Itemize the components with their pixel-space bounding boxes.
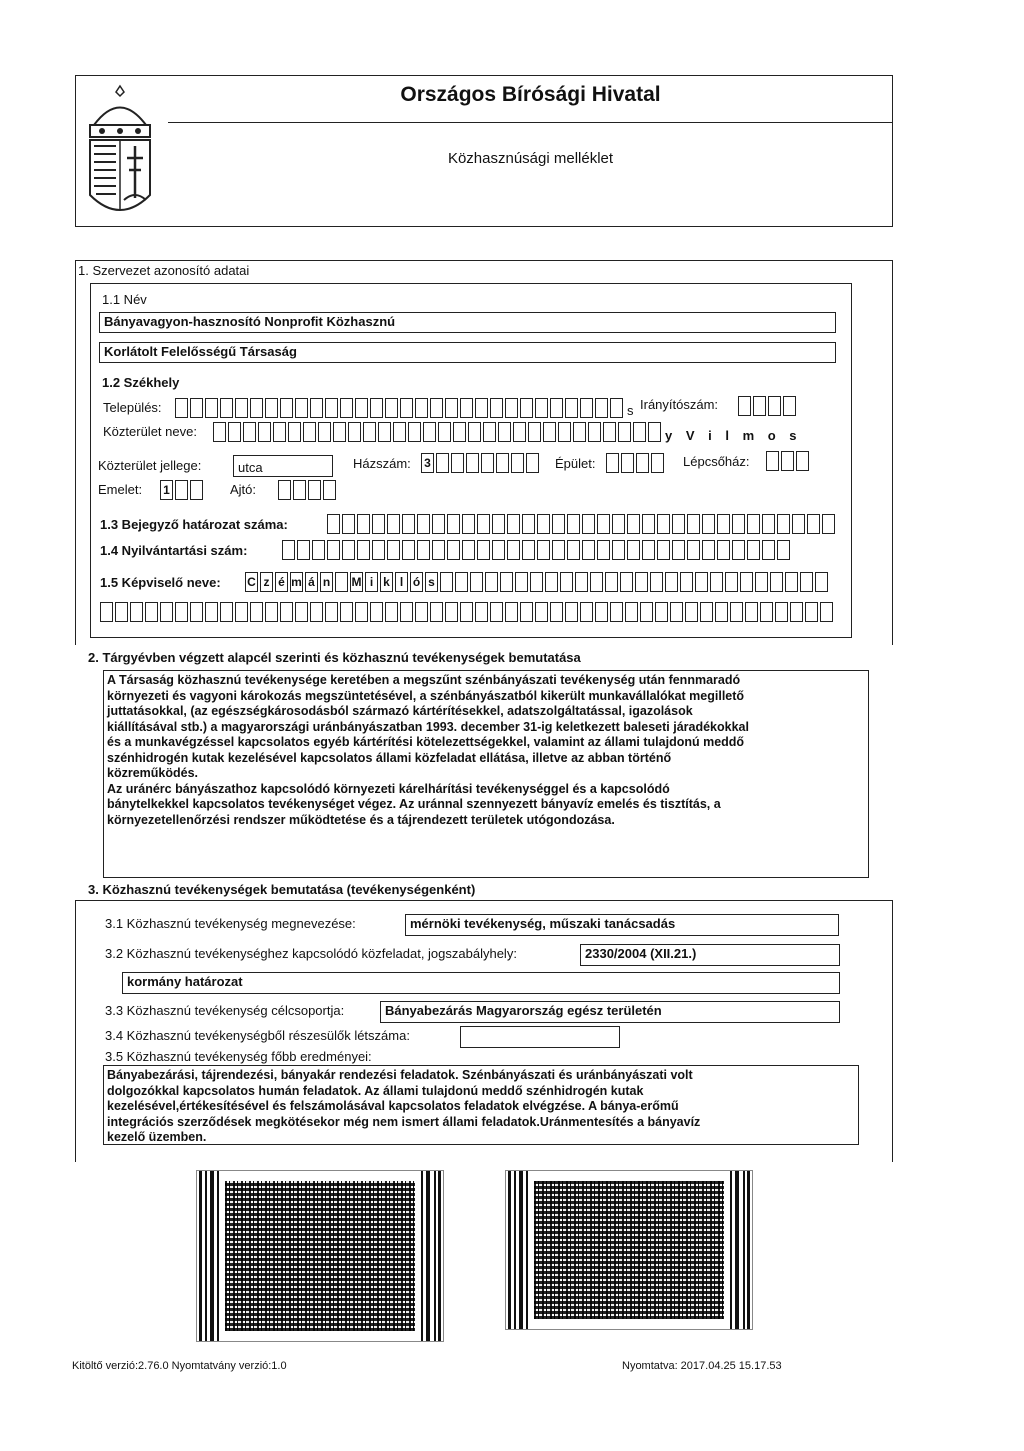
postcode-label: Irányítószám: xyxy=(640,397,719,412)
header-divider xyxy=(168,122,893,123)
char-cell[interactable] xyxy=(335,572,348,592)
name-field-line2[interactable]: Korlátolt Felelősségű Társaság xyxy=(99,342,836,363)
representative-cells[interactable] xyxy=(245,572,830,592)
char-cell[interactable] xyxy=(408,422,421,442)
floor-label: Emelet: xyxy=(98,482,143,497)
char-cell[interactable] xyxy=(460,398,473,418)
target-group-label: 3.3 Közhasznú tevékenység célcsoportja: xyxy=(105,1003,345,1018)
staircase-cells[interactable] xyxy=(766,451,811,471)
char-cell[interactable] xyxy=(738,396,751,416)
char-cell[interactable] xyxy=(417,540,430,560)
char-cell[interactable] xyxy=(550,398,563,418)
char-cell[interactable] xyxy=(357,514,370,534)
char-cell[interactable]: 1 xyxy=(160,480,173,500)
char-cell[interactable]: 3 xyxy=(421,453,434,473)
char-cell[interactable] xyxy=(462,540,475,560)
char-cell[interactable] xyxy=(415,602,428,622)
char-cell[interactable] xyxy=(325,398,338,418)
char-cell[interactable] xyxy=(468,422,481,442)
char-cell[interactable] xyxy=(213,422,226,442)
section2-title: 2. Tárgyévben végzett alapcél szerinti és közhasznú tevékenységek bemutatása xyxy=(88,650,581,665)
char-cell[interactable] xyxy=(550,602,563,622)
char-cell[interactable] xyxy=(580,602,593,622)
char-cell[interactable] xyxy=(496,453,509,473)
char-cell[interactable] xyxy=(258,422,271,442)
char-cell[interactable] xyxy=(732,514,745,534)
char-cell[interactable] xyxy=(485,572,498,592)
barcode-right-icon xyxy=(505,1170,753,1330)
house-number-cells[interactable] xyxy=(421,453,541,473)
char-cell[interactable] xyxy=(665,572,678,592)
char-cell[interactable]: k xyxy=(380,572,393,592)
char-cell[interactable] xyxy=(462,514,475,534)
building-label: Épület: xyxy=(555,456,596,471)
char-cell[interactable] xyxy=(190,398,203,418)
house-number-label: Házszám: xyxy=(353,456,411,471)
char-cell[interactable] xyxy=(282,540,295,560)
char-cell[interactable] xyxy=(280,602,293,622)
char-cell[interactable] xyxy=(318,422,331,442)
char-cell[interactable] xyxy=(327,540,340,560)
char-cell[interactable] xyxy=(175,398,188,418)
char-cell[interactable] xyxy=(417,514,430,534)
char-cell[interactable] xyxy=(451,453,464,473)
char-cell[interactable] xyxy=(625,602,638,622)
street-name-cells[interactable] xyxy=(213,422,663,442)
char-cell[interactable] xyxy=(342,514,355,534)
char-cell[interactable] xyxy=(190,602,203,622)
beneficiaries-label: 3.4 Közhasznú tevékenységből részesülők létszáma: xyxy=(105,1028,410,1043)
char-cell[interactable] xyxy=(575,572,588,592)
building-cells[interactable] xyxy=(606,453,666,473)
char-cell[interactable] xyxy=(278,480,291,500)
char-cell[interactable] xyxy=(483,422,496,442)
results-description[interactable]: Bányabezárási, tájrendezési, bányakár rendezési feladatok. Szénbányászati és uránbányászati volt dolgozókkal kapcsolatos humán feladatok. Az állami tulajdonú meddő szénhidrogén kutak kezelésével,értékesítésével és felszámolásával kapcsolatos feladatok elvégzése. A bánya-erőmű integrációs szerződések megkötésekor még nem ismert állami feladatok.Uránmentesítés a bányavíz kezelő üzemben. xyxy=(103,1065,859,1145)
decision-number-label: 1.3 Bejegyző határozat száma: xyxy=(100,517,288,532)
char-cell[interactable]: z xyxy=(260,572,273,592)
staircase-label: Lépcsőház: xyxy=(683,454,750,469)
char-cell[interactable] xyxy=(528,422,541,442)
char-cell[interactable] xyxy=(753,396,766,416)
char-cell[interactable] xyxy=(597,514,610,534)
name-label: 1.1 Név xyxy=(102,292,147,307)
char-cell[interactable] xyxy=(303,422,316,442)
char-cell[interactable] xyxy=(590,572,603,592)
char-cell[interactable] xyxy=(777,540,790,560)
char-cell[interactable] xyxy=(235,602,248,622)
char-cell[interactable] xyxy=(327,514,340,534)
char-cell[interactable]: M xyxy=(350,572,363,592)
char-cell[interactable] xyxy=(783,396,796,416)
settlement-label: Település: xyxy=(103,400,162,415)
char-cell[interactable] xyxy=(175,602,188,622)
char-cell[interactable] xyxy=(672,540,685,560)
char-cell[interactable] xyxy=(340,398,353,418)
char-cell[interactable] xyxy=(633,422,646,442)
char-cell[interactable] xyxy=(640,602,653,622)
char-cell[interactable] xyxy=(453,422,466,442)
char-cell[interactable] xyxy=(378,422,391,442)
char-cell[interactable] xyxy=(740,572,753,592)
char-cell[interactable] xyxy=(762,540,775,560)
char-cell[interactable] xyxy=(552,540,565,560)
char-cell[interactable] xyxy=(618,422,631,442)
char-cell[interactable]: ó xyxy=(410,572,423,592)
char-cell[interactable] xyxy=(588,422,601,442)
char-cell[interactable] xyxy=(657,540,670,560)
char-cell[interactable] xyxy=(768,396,781,416)
char-cell[interactable] xyxy=(702,514,715,534)
char-cell[interactable] xyxy=(513,422,526,442)
char-cell[interactable] xyxy=(280,398,293,418)
char-cell[interactable]: C xyxy=(245,572,258,592)
char-cell[interactable] xyxy=(115,602,128,622)
char-cell[interactable] xyxy=(655,602,668,622)
char-cell[interactable] xyxy=(477,514,490,534)
char-cell[interactable] xyxy=(755,572,768,592)
char-cell[interactable] xyxy=(492,514,505,534)
char-cell[interactable] xyxy=(567,514,580,534)
char-cell[interactable] xyxy=(710,572,723,592)
form-version-text: Kitöltő verzió:2.76.0 Nyomtatvány verzió:1.0 xyxy=(72,1360,287,1372)
char-cell[interactable] xyxy=(387,540,400,560)
char-cell[interactable]: m xyxy=(290,572,303,592)
char-cell[interactable] xyxy=(385,602,398,622)
char-cell[interactable] xyxy=(805,602,818,622)
registry-number-cells[interactable] xyxy=(282,540,792,560)
char-cell[interactable] xyxy=(228,422,241,442)
char-cell[interactable] xyxy=(385,398,398,418)
char-cell[interactable] xyxy=(438,422,451,442)
char-cell[interactable] xyxy=(447,514,460,534)
char-cell[interactable] xyxy=(573,422,586,442)
char-cell[interactable] xyxy=(687,514,700,534)
char-cell[interactable] xyxy=(387,514,400,534)
char-cell[interactable] xyxy=(312,540,325,560)
char-cell[interactable] xyxy=(560,572,573,592)
activity-name-label: 3.1 Közhasznú tevékenység megnevezése: xyxy=(105,916,356,931)
char-cell[interactable] xyxy=(190,480,203,500)
char-cell[interactable] xyxy=(747,514,760,534)
char-cell[interactable] xyxy=(565,398,578,418)
char-cell[interactable] xyxy=(445,602,458,622)
char-cell[interactable] xyxy=(505,398,518,418)
char-cell[interactable] xyxy=(445,398,458,418)
barcode-left-icon xyxy=(196,1170,444,1342)
char-cell[interactable] xyxy=(635,572,648,592)
char-cell[interactable] xyxy=(651,453,664,473)
char-cell[interactable] xyxy=(670,602,683,622)
char-cell[interactable] xyxy=(605,572,618,592)
char-cell[interactable] xyxy=(477,540,490,560)
char-cell[interactable] xyxy=(288,422,301,442)
char-cell[interactable] xyxy=(595,602,608,622)
char-cell[interactable] xyxy=(432,540,445,560)
char-cell[interactable] xyxy=(293,480,306,500)
street-type-label: Közterület jellege: xyxy=(98,458,202,473)
section2-description[interactable]: A Társaság közhasznú tevékenysége keretében a megszűnt szénbányászati tevékenység után fennmaradó környezeti és vagyoni károkozás megszüntetésével, a szénbányászatból kikerült munkavállalókat megillető juttatásokkal, (az egészségkárosodásból származó kártérítésekkel, adatszolgáltatással, igazolások kiállításával stb.) a magyarországi uránbányászatban 1993. december 31-ig keletkezett baleseti járadékokkal és a munkavégzéssel kapcsolatos egyéb kártérítési kötelezettségekkel, valamint az állami tulajdonú meddő szénhidrogén kutak kezelésével kapcsolatos állami közfeladat ellátása, illetve az abban történő közreműködés. Az uránérc bányászathoz kapcsolódó környezeti kárelhárítási tevékenységgel és a kapcsolódó bánytelkekkel kapcsolatos tevékenységet végez. Az uránnal szennyezett bányavíz emelés és tisztítás, a környezetellenőrzési rendszer működtetése és a tájrendezett területek utógondozása. xyxy=(103,670,869,878)
char-cell[interactable] xyxy=(455,572,468,592)
results-label: 3.5 Közhasznú tevékenység főbb eredményei: xyxy=(105,1049,372,1064)
char-cell[interactable] xyxy=(685,602,698,622)
char-cell[interactable] xyxy=(760,602,773,622)
char-cell[interactable] xyxy=(402,514,415,534)
char-cell[interactable] xyxy=(770,572,783,592)
char-cell[interactable] xyxy=(595,398,608,418)
char-cell[interactable] xyxy=(100,602,113,622)
char-cell[interactable] xyxy=(220,602,233,622)
char-cell[interactable] xyxy=(490,602,503,622)
char-cell[interactable] xyxy=(348,422,361,442)
char-cell[interactable] xyxy=(648,422,661,442)
char-cell[interactable] xyxy=(603,422,616,442)
char-cell[interactable] xyxy=(732,540,745,560)
char-cell[interactable] xyxy=(310,398,323,418)
target-group-field[interactable]: Bányabezárás Magyarország egész területén xyxy=(380,1001,840,1023)
char-cell[interactable] xyxy=(545,572,558,592)
char-cell[interactable] xyxy=(537,540,550,560)
char-cell[interactable] xyxy=(130,602,143,622)
door-cells[interactable] xyxy=(278,480,338,500)
char-cell[interactable] xyxy=(440,572,453,592)
char-cell[interactable] xyxy=(243,422,256,442)
char-cell[interactable] xyxy=(775,602,788,622)
char-cell[interactable] xyxy=(498,422,511,442)
char-cell[interactable] xyxy=(372,514,385,534)
char-cell[interactable] xyxy=(520,602,533,622)
char-cell[interactable]: á xyxy=(305,572,318,592)
char-cell[interactable] xyxy=(606,453,619,473)
street-name-label: Közterület neve: xyxy=(103,424,197,439)
char-cell[interactable] xyxy=(415,398,428,418)
char-cell[interactable] xyxy=(715,602,728,622)
char-cell[interactable] xyxy=(370,602,383,622)
char-cell[interactable] xyxy=(363,422,376,442)
section1-title: 1. Szervezet azonosító adatai xyxy=(78,263,250,278)
char-cell[interactable] xyxy=(370,398,383,418)
char-cell[interactable] xyxy=(766,451,779,471)
char-cell[interactable] xyxy=(500,572,513,592)
char-cell[interactable] xyxy=(815,572,828,592)
char-cell[interactable] xyxy=(308,480,321,500)
char-cell[interactable] xyxy=(745,602,758,622)
char-cell[interactable] xyxy=(792,514,805,534)
char-cell[interactable] xyxy=(730,602,743,622)
char-cell[interactable] xyxy=(580,398,593,418)
char-cell[interactable] xyxy=(543,422,556,442)
char-cell[interactable]: l xyxy=(395,572,408,592)
char-cell[interactable] xyxy=(777,514,790,534)
char-cell[interactable] xyxy=(762,514,775,534)
char-cell[interactable] xyxy=(475,602,488,622)
char-cell[interactable] xyxy=(537,514,550,534)
decision-number-cells[interactable] xyxy=(327,514,837,534)
char-cell[interactable] xyxy=(460,602,473,622)
char-cell[interactable] xyxy=(355,398,368,418)
char-cell[interactable] xyxy=(535,602,548,622)
char-cell[interactable] xyxy=(423,422,436,442)
char-cell[interactable] xyxy=(610,398,623,418)
char-cell[interactable] xyxy=(250,602,263,622)
char-cell[interactable] xyxy=(447,540,460,560)
char-cell[interactable] xyxy=(717,514,730,534)
char-cell[interactable] xyxy=(357,540,370,560)
char-cell[interactable] xyxy=(702,540,715,560)
char-cell[interactable] xyxy=(466,453,479,473)
beneficiaries-field[interactable] xyxy=(460,1026,620,1048)
char-cell[interactable] xyxy=(400,602,413,622)
char-cell[interactable] xyxy=(650,572,663,592)
public-task-label: 3.2 Közhasznú tevékenységhez kapcsolódó közfeladat, jogszabályhely: xyxy=(105,946,517,961)
char-cell[interactable] xyxy=(430,602,443,622)
char-cell[interactable] xyxy=(597,540,610,560)
char-cell[interactable] xyxy=(372,540,385,560)
door-label: Ajtó: xyxy=(230,482,257,497)
char-cell[interactable] xyxy=(657,514,670,534)
char-cell[interactable] xyxy=(323,480,336,500)
char-cell[interactable] xyxy=(492,540,505,560)
char-cell[interactable] xyxy=(400,398,413,418)
char-cell[interactable] xyxy=(522,540,535,560)
char-cell[interactable] xyxy=(325,602,338,622)
char-cell[interactable] xyxy=(511,453,524,473)
char-cell[interactable] xyxy=(565,602,578,622)
char-cell[interactable] xyxy=(610,602,623,622)
char-cell[interactable] xyxy=(627,514,640,534)
char-cell[interactable] xyxy=(781,451,794,471)
char-cell[interactable] xyxy=(297,540,310,560)
char-cell[interactable] xyxy=(582,540,595,560)
public-task-field-line2[interactable]: kormány határozat xyxy=(122,972,840,994)
char-cell[interactable] xyxy=(530,572,543,592)
postcode-cells[interactable] xyxy=(738,396,798,416)
char-cell[interactable] xyxy=(636,453,649,473)
char-cell[interactable] xyxy=(725,572,738,592)
floor-cells[interactable] xyxy=(160,480,205,500)
char-cell[interactable] xyxy=(505,602,518,622)
char-cell[interactable] xyxy=(790,602,803,622)
char-cell[interactable] xyxy=(175,480,188,500)
char-cell[interactable] xyxy=(273,422,286,442)
char-cell[interactable] xyxy=(687,540,700,560)
char-cell[interactable] xyxy=(355,602,368,622)
section3-title: 3. Közhasznú tevékenységek bemutatása (tevékenységenként) xyxy=(88,882,476,897)
char-cell[interactable] xyxy=(436,453,449,473)
char-cell[interactable] xyxy=(470,572,483,592)
char-cell[interactable] xyxy=(160,602,173,622)
settlement-cells[interactable] xyxy=(175,398,625,418)
char-cell[interactable] xyxy=(747,540,760,560)
name-field-line1[interactable]: Bányavagyon-hasznosító Nonprofit Közhasznú xyxy=(99,312,836,333)
char-cell[interactable] xyxy=(340,602,353,622)
char-cell[interactable] xyxy=(515,572,528,592)
office-title: Országos Bírósági Hivatal xyxy=(400,83,661,106)
settlement-overflow-text: s xyxy=(627,403,634,418)
char-cell[interactable] xyxy=(205,602,218,622)
char-cell[interactable] xyxy=(642,514,655,534)
char-cell[interactable]: é xyxy=(275,572,288,592)
char-cell[interactable] xyxy=(205,398,218,418)
char-cell[interactable] xyxy=(393,422,406,442)
char-cell[interactable] xyxy=(785,572,798,592)
char-cell[interactable] xyxy=(342,540,355,560)
char-cell[interactable] xyxy=(582,514,595,534)
char-cell[interactable] xyxy=(250,398,263,418)
char-cell[interactable] xyxy=(220,398,233,418)
public-task-field[interactable]: 2330/2004 (XII.21.) xyxy=(580,944,840,966)
char-cell[interactable] xyxy=(333,422,346,442)
char-cell[interactable] xyxy=(526,453,539,473)
char-cell[interactable] xyxy=(672,514,685,534)
char-cell[interactable] xyxy=(567,540,580,560)
char-cell[interactable] xyxy=(295,602,308,622)
char-cell[interactable] xyxy=(552,514,565,534)
seat-label: 1.2 Székhely xyxy=(102,375,180,390)
char-cell[interactable] xyxy=(507,540,520,560)
registry-number-label: 1.4 Nyilvántartási szám: xyxy=(100,543,248,558)
char-cell[interactable] xyxy=(432,514,445,534)
char-cell[interactable] xyxy=(820,602,833,622)
char-cell[interactable] xyxy=(481,453,494,473)
char-cell[interactable] xyxy=(621,453,634,473)
char-cell[interactable]: i xyxy=(365,572,378,592)
char-cell[interactable] xyxy=(620,572,633,592)
char-cell[interactable] xyxy=(507,514,520,534)
coat-of-arms-icon xyxy=(82,80,158,225)
char-cell[interactable] xyxy=(717,540,730,560)
char-cell[interactable] xyxy=(520,398,533,418)
char-cell[interactable] xyxy=(522,514,535,534)
representative-cells-line2[interactable] xyxy=(100,602,835,622)
char-cell[interactable] xyxy=(235,398,248,418)
char-cell[interactable] xyxy=(695,572,708,592)
activity-name-field[interactable]: mérnöki tevékenység, műszaki tanácsadás xyxy=(405,914,839,936)
char-cell[interactable] xyxy=(680,572,693,592)
street-type-field[interactable]: utca xyxy=(233,455,333,477)
char-cell[interactable] xyxy=(612,514,625,534)
char-cell[interactable]: s xyxy=(425,572,438,592)
char-cell[interactable] xyxy=(402,540,415,560)
char-cell[interactable] xyxy=(265,602,278,622)
street-overflow-text: y V i l m o s xyxy=(665,428,802,443)
char-cell[interactable] xyxy=(796,451,809,471)
char-cell[interactable] xyxy=(310,602,323,622)
char-cell[interactable] xyxy=(612,540,625,560)
char-cell[interactable] xyxy=(627,540,640,560)
char-cell[interactable] xyxy=(558,422,571,442)
form-subtitle: Közhasznúsági melléklet xyxy=(447,150,614,167)
char-cell[interactable] xyxy=(265,398,278,418)
char-cell[interactable] xyxy=(807,514,820,534)
char-cell[interactable] xyxy=(535,398,548,418)
char-cell[interactable] xyxy=(430,398,443,418)
char-cell[interactable] xyxy=(295,398,308,418)
char-cell[interactable] xyxy=(800,572,813,592)
char-cell[interactable] xyxy=(700,602,713,622)
char-cell[interactable] xyxy=(490,398,503,418)
char-cell[interactable] xyxy=(475,398,488,418)
char-cell[interactable] xyxy=(642,540,655,560)
print-timestamp-text: Nyomtatva: 2017.04.25 15.17.53 xyxy=(622,1360,782,1372)
representative-label: 1.5 Képviselő neve: xyxy=(100,575,221,590)
char-cell[interactable] xyxy=(822,514,835,534)
char-cell[interactable] xyxy=(145,602,158,622)
char-cell[interactable]: n xyxy=(320,572,333,592)
